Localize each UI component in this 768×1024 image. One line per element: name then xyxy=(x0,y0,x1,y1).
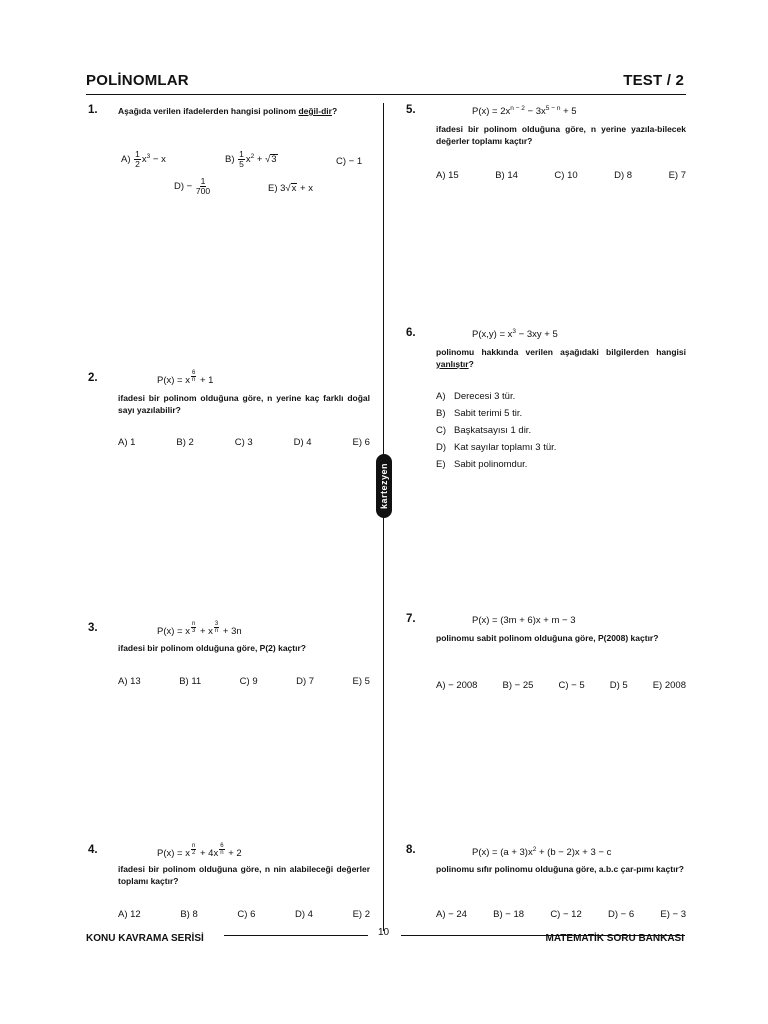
question-6-option-c[interactable]: C) Başkatsayısı 1 dir. xyxy=(436,425,532,436)
question-2-option-d[interactable]: D) 4 xyxy=(293,437,312,448)
question-3-option-a[interactable]: A) 13 xyxy=(118,676,141,687)
question-5-option-e[interactable]: E) 7 xyxy=(668,170,686,181)
brand-logo xyxy=(376,454,392,518)
test-label: TEST / 2 xyxy=(623,72,684,89)
question-6-options xyxy=(436,388,556,473)
question-7-option-e[interactable]: E) 2008 xyxy=(652,680,686,691)
question-1-number: 1. xyxy=(88,104,98,116)
question-8-options xyxy=(436,909,686,920)
question-3-number: 3. xyxy=(88,622,98,634)
question-5-option-a[interactable]: A) 15 xyxy=(436,170,459,181)
question-7-options xyxy=(436,680,686,691)
header-rule xyxy=(86,94,686,95)
question-6-option-d[interactable]: D) Kat sayılar toplamı 3 tür. xyxy=(436,442,557,453)
question-4-option-b[interactable]: B) 8 xyxy=(180,909,198,920)
question-5-option-b[interactable]: B) 14 xyxy=(495,170,518,181)
question-8-option-c[interactable]: C) − 12 xyxy=(550,909,582,920)
question-1-text-before: Aşağıda verilen ifadelerden hangisi polinom xyxy=(118,106,299,116)
question-6-option-a[interactable]: A) Derecesi 3 tür. xyxy=(436,391,516,402)
footer-series: KONU KAVRAMA SERİSİ xyxy=(86,933,204,944)
question-1-option-b[interactable]: B) $\frac{1}{5}$ $x^2 + √3$ xyxy=(225,149,277,169)
question-2-equation: P(x) = x $\frac{6}{n}$ + 1 xyxy=(157,370,214,386)
question-5-equation: $P(x) = 2x^{n - 2} - 3x^{5 - n} + 5$ xyxy=(472,105,577,117)
question-4-equation: P(x) = x $\frac{n}{2}$ + 4x $\frac{6}{n}$ + 2 xyxy=(157,843,242,859)
page-title: POLİNOMLAR xyxy=(86,72,189,89)
question-7-option-a[interactable]: A) − 2008 xyxy=(436,680,478,691)
question-6-option-b[interactable]: B) Sabit terimi 5 tir. xyxy=(436,408,523,419)
page-number: 10 xyxy=(378,927,390,938)
question-8-option-a[interactable]: A) − 24 xyxy=(436,909,467,920)
question-6-text xyxy=(436,347,686,370)
question-7-option-b[interactable]: B) − 25 xyxy=(502,680,534,691)
question-3-option-d[interactable]: D) 7 xyxy=(296,676,315,687)
question-6-text-after: ? xyxy=(468,358,474,369)
question-1-option-a[interactable]: A) $\frac{1}{2}$ $x^3 - x$ xyxy=(121,149,166,169)
question-2-number: 2. xyxy=(88,372,98,384)
question-8-option-d[interactable]: D) − 6 xyxy=(607,909,635,920)
question-4-options xyxy=(118,909,370,920)
footer-rule-left xyxy=(224,935,368,936)
question-3-option-e[interactable]: E) 5 xyxy=(352,676,370,687)
brand-text: kartezyen xyxy=(379,462,389,510)
question-3-option-b[interactable]: B) 11 xyxy=(179,676,202,687)
question-7-text: polinomu sabit polinom olduğuna göre, P(2008) kaçtır? xyxy=(436,633,659,643)
question-2-text: ifadesi bir polinom olduğuna göre, n yerine kaç farklı doğal sayı yazılabilir? xyxy=(118,393,370,415)
question-4-option-c[interactable]: C) 6 xyxy=(237,909,256,920)
question-8-number: 8. xyxy=(406,844,416,856)
question-6-number: 6. xyxy=(406,327,416,339)
question-7-option-c[interactable]: C) − 5 xyxy=(558,680,585,691)
question-5-option-d[interactable]: D) 8 xyxy=(614,170,633,181)
question-1-option-d[interactable]: D) − $\frac{1}{700}$ xyxy=(174,176,211,196)
question-2-option-c[interactable]: C) 3 xyxy=(234,437,253,448)
question-2-option-e[interactable]: E) 6 xyxy=(352,437,370,448)
question-2-option-a[interactable]: A) 1 xyxy=(118,437,136,448)
question-8-option-b[interactable]: B) − 18 xyxy=(493,909,525,920)
question-3-option-c[interactable]: C) 9 xyxy=(239,676,258,687)
question-4-option-a[interactable]: A) 12 xyxy=(118,909,141,920)
question-5-text: ifadesi bir polinom olduğuna göre, n yerine yazıla-bilecek değerler toplamı kaçtır? xyxy=(436,124,686,146)
question-7-option-d[interactable]: D) 5 xyxy=(609,680,628,691)
question-8-text: polinomu sıfır polinomu olduğuna göre, a.b.c çar-pımı kaçtır? xyxy=(436,864,684,874)
question-2-option-b[interactable]: B) 2 xyxy=(176,437,194,448)
question-4-number: 4. xyxy=(88,844,98,856)
question-1-option-e[interactable]: E) 3√x + x xyxy=(268,183,313,194)
question-7-number: 7. xyxy=(406,613,416,625)
question-6-equation: $P(x,y) = x^3 - 3xy + 5$ xyxy=(472,328,558,340)
question-3-options xyxy=(118,676,370,687)
question-8-option-e[interactable]: E) − 3 xyxy=(660,909,686,920)
question-1-text xyxy=(118,106,370,118)
question-8-equation: $P(x) = (a + 3)x^2 + (b - 2)x + 3 - c$ xyxy=(472,846,612,858)
question-5-number: 5. xyxy=(406,104,416,116)
question-1-text-after: ? xyxy=(331,106,338,116)
question-4-text: ifadesi bir polinom olduğuna göre, n nin alabileceği değerler toplamı kaçtır? xyxy=(118,864,370,886)
question-1-option-c[interactable]: C) − 1 xyxy=(336,156,363,167)
question-6-text-underlined: yanlıştır xyxy=(436,358,469,369)
question-6-text-before: polinomu hakkında verilen aşağıdaki bilgilerden hangisi xyxy=(436,347,686,357)
footer-book: MATEMATİK SORU BANKASI xyxy=(545,933,684,944)
question-7-equation: P(x) = (3m + 6)x + m − 3 xyxy=(472,615,576,626)
question-5-options xyxy=(436,170,686,181)
question-6-option-e[interactable]: E) Sabit polinomdur. xyxy=(436,459,528,470)
question-4-option-d[interactable]: D) 4 xyxy=(294,909,313,920)
question-4-option-e[interactable]: E) 2 xyxy=(352,909,370,920)
question-5-option-c[interactable]: C) 10 xyxy=(554,170,578,181)
question-2-options xyxy=(118,437,370,448)
question-3-equation: P(x) = x $\frac{n}{3}$ + x $\frac{3}{n}$ + 3n xyxy=(157,621,242,637)
question-1-text-underlined: değil-dir xyxy=(298,106,332,116)
question-3-text: ifadesi bir polinom olduğuna göre, P(2) kaçtır? xyxy=(118,643,306,653)
